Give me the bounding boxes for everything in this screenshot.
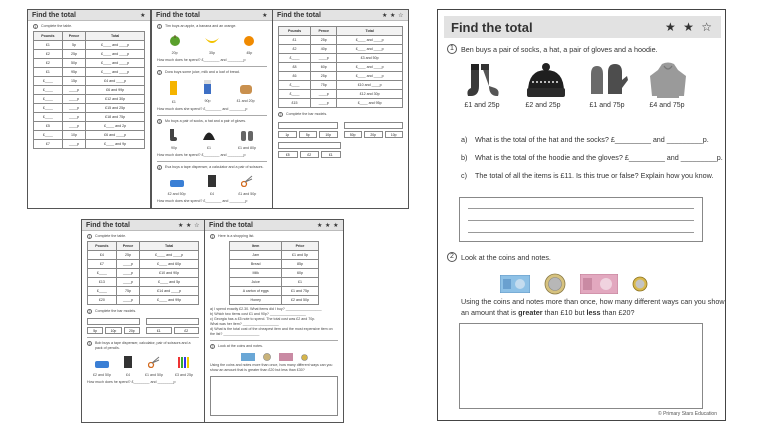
table-cell: 25p (311, 72, 337, 81)
table-cell: £____ (34, 95, 63, 104)
item-hat (524, 62, 562, 109)
table-row (279, 72, 403, 81)
sheet-header (205, 220, 343, 231)
bar-model-part: £2 (300, 151, 320, 158)
question-2: 2 Look at the coins and notes. (211, 344, 263, 349)
table-cell: A carton of eggs (230, 287, 282, 296)
table-cell: ____p (62, 86, 85, 95)
table-cell: £____ (88, 287, 117, 296)
difficulty-stars: ★ ★ ☆ (665, 20, 714, 34)
table-cell: £1 (34, 68, 63, 77)
table-cell: £15 (279, 99, 311, 108)
question-number: 2 (447, 252, 457, 262)
table-row (34, 86, 145, 95)
table-cell: £1 and 5p (282, 251, 319, 260)
table-header: Total (86, 32, 145, 41)
table-header: Pence (62, 32, 85, 41)
gloves-icon (588, 62, 628, 100)
twenty-pound-note-icon (580, 274, 618, 294)
question-2-prompt: Look at the coins and notes. (461, 253, 551, 262)
table-cell: ____p (62, 140, 85, 149)
question-2: 2 Dora buys some juice, milk and a loaf of bread. (158, 70, 240, 75)
sheet-header (273, 10, 408, 21)
bar-model-part: 20p (364, 131, 383, 138)
table-cell: 15p (62, 77, 85, 86)
table-cell: 40p (311, 45, 337, 54)
table-cell: £10 and ____p (337, 81, 403, 90)
table-cell: £1 and 75p (282, 287, 319, 296)
shopping-list-table (229, 241, 319, 305)
worksheet-preview[interactable] (437, 9, 726, 421)
bar-model-part: 50p (344, 131, 363, 138)
table-cell: £13 (88, 278, 117, 287)
difficulty-stars: ★ (140, 12, 146, 19)
table-cell: £15 and 25p (86, 104, 145, 113)
calculator-icon: £4 (207, 174, 217, 197)
table-cell: £____ and ____p (337, 72, 403, 81)
table-row (230, 269, 319, 278)
table-row (34, 50, 145, 59)
sheet-title: Find the total (277, 11, 321, 19)
sheet-title: Find the total (86, 221, 130, 229)
table-row (279, 90, 403, 99)
item-socks (463, 62, 501, 109)
difficulty-stars: ★ (262, 12, 268, 19)
table-cell: £6 and ____p (86, 131, 145, 140)
question-2: 2 Complete the bar models. (279, 112, 328, 117)
bar-model-part: 10p (105, 327, 121, 334)
bar-model-part: 1p (278, 131, 297, 138)
sheet-title: Find the total (209, 221, 253, 229)
table-row (279, 81, 403, 90)
table-cell: ____p (62, 95, 85, 104)
milk-icon: 90p (203, 80, 212, 104)
table-cell: £1 (279, 36, 311, 45)
scissors-icon: £1 and 50p (145, 355, 163, 378)
hat-icon (524, 62, 568, 100)
bar-model-part: 10p (319, 131, 338, 138)
table-cell: £1 (34, 41, 63, 50)
bar-model-part: £1 (321, 151, 341, 158)
table-cell: ____p (311, 54, 337, 63)
table-header: Pounds (279, 27, 311, 36)
table-header: Pence (311, 27, 337, 36)
two-pound-coin-icon (263, 353, 271, 361)
table-cell: 85p (282, 260, 319, 269)
table-cell: £12 and 30p (86, 95, 145, 104)
table-cell: £____ and 2p (86, 122, 145, 131)
tape-dispenser-icon: £2 and 50p (93, 355, 111, 378)
amount-table (87, 241, 199, 305)
question-1: 1 Here is a shopping list. (211, 234, 255, 239)
table-cell: £____ (279, 81, 311, 90)
question-number: 1 (447, 44, 457, 54)
table-row (279, 36, 403, 45)
table-cell: 5p (62, 41, 85, 50)
table-row (88, 269, 199, 278)
table-cell: 25p (62, 50, 85, 59)
table-row (34, 68, 145, 77)
bar-model-part: 5p (87, 327, 103, 334)
table-cell: £____ and 99p (140, 296, 199, 305)
table-cell: ____p (62, 104, 85, 113)
table-cell: 60p (282, 269, 319, 278)
ten-pound-note-icon (500, 275, 530, 293)
table-header: Total (140, 242, 199, 251)
table-cell: £2 (34, 59, 63, 68)
table-cell: £6 and 99p (86, 86, 145, 95)
question-2: 2 Complete the bar models. (88, 309, 137, 314)
question-1a-label: a) (461, 135, 468, 144)
question-1: 1 Complete the table. (88, 234, 127, 239)
question-2-text-line2: an amount that is greater than £10 but less than £20? (461, 308, 635, 317)
worksheet-thumbnail-1[interactable] (27, 9, 151, 209)
table-cell: Bread (230, 260, 282, 269)
tape-dispenser-icon: £2 and 50p (168, 174, 186, 197)
table-row (34, 113, 145, 122)
bar-model-part: 20p (124, 327, 140, 334)
coins-and-notes (500, 273, 648, 295)
table-row (88, 278, 199, 287)
table-cell: £7 (88, 260, 117, 269)
table-cell: ____p (311, 90, 337, 99)
table-header: Pounds (88, 242, 117, 251)
table-cell: £5 (34, 122, 63, 131)
table-cell: £____ (34, 77, 63, 86)
table-cell: £____ and ____p (140, 251, 199, 260)
table-header: Pounds (34, 32, 63, 41)
socks-icon (465, 62, 499, 100)
table-cell: £____ and 95p (337, 99, 403, 108)
bar-model-part: £5 (278, 151, 298, 158)
question-1c-label: c) (461, 171, 467, 180)
question-1a-text: What is the total of the hat and the socks? £_________ and _________p. (475, 135, 709, 144)
item-price: £1 and 25p (464, 102, 500, 109)
table-row (230, 296, 319, 305)
table-cell: 75p (116, 287, 139, 296)
amount-table (278, 26, 403, 108)
sheet-header (152, 10, 272, 21)
item-price: £1 and 75p (589, 102, 625, 109)
table-cell: £____ and ____p (337, 36, 403, 45)
table-row (230, 260, 319, 269)
table-cell: £12 and 30p (337, 90, 403, 99)
table-header: Pence (116, 242, 139, 251)
table-row (230, 278, 319, 287)
table-row (34, 41, 145, 50)
question-3: 3 Bob buys a tape dispenser, calculator, pair of scissors and a pack of pencils. (88, 341, 191, 350)
table-cell: £20 (88, 296, 117, 305)
table-cell: £____ and 9p (86, 140, 145, 149)
table-cell: 25p (311, 36, 337, 45)
question-1b-label: b) (461, 153, 468, 162)
table-cell: £____ (279, 90, 311, 99)
table-row (34, 140, 145, 149)
sheet-title: Find the total (451, 19, 533, 35)
worksheet-thumbnail-3[interactable] (272, 9, 409, 209)
table-cell: £____ (34, 104, 63, 113)
question-2-text-line1: Using the coins and notes more than once, how many different ways can you show (461, 297, 725, 306)
worksheet-thumbnail-2[interactable]: Find the total ★ 1 Tim buys an apple, a banana and an orange. 20p 35p 45p How much does he spend? £________ and ________p 2 Dora buys some juice, milk and a loaf of bread. £1 90p £1 and 20p How much does she spend? £________ and ________p 3 Mo buys a pair of socks, a hat and a pair of gloves. 90p £1 £1 and 80p How much does he spend? £________ and ________p 4 Eva buys a tape dispenser, a calculator and a pair of scissors. £2 and 50p £4 £1 and 50p How much does she spend? £________ and ________p (151, 9, 273, 209)
sheet-title: Find the total (156, 11, 200, 19)
table-cell: Jam (230, 251, 282, 260)
table-cell: £____ (34, 113, 63, 122)
twenty-pound-note-icon (279, 353, 293, 361)
table-cell: £____ and ____p (337, 45, 403, 54)
table-cell: £____ (279, 54, 311, 63)
table-cell: 75p (311, 81, 337, 90)
table-cell: £2 (279, 45, 311, 54)
one-pound-coin-icon (632, 276, 648, 292)
table-cell: £7 (34, 140, 63, 149)
table-row (279, 63, 403, 72)
apple-icon: 20p (169, 33, 181, 56)
table-cell: £____ and ____p (86, 50, 145, 59)
table-row (34, 59, 145, 68)
table-cell: ____p (62, 113, 85, 122)
table-row (88, 287, 199, 296)
table-header: Item (230, 242, 282, 251)
table-cell: ____p (116, 260, 139, 269)
table-row (34, 122, 145, 131)
bread-icon: £1 and 20p (237, 81, 255, 104)
sheet-header (28, 10, 150, 21)
bar-model-part: £1 (146, 327, 172, 334)
question-1c-text: The total of all the items is £11. Is this true or false? Explain how you know. (475, 171, 714, 180)
table-row (88, 260, 199, 269)
scissors-icon: £1 and 50p (238, 174, 256, 197)
two-pound-coin-icon (544, 273, 566, 295)
table-header: Price (282, 242, 319, 251)
table-cell: ____p (116, 278, 139, 287)
question-4: 4 Eva buys a tape dispenser, a calculator and a pair of scissors. (158, 165, 264, 170)
table-cell: £8 (279, 63, 311, 72)
table-cell: £____ (88, 269, 117, 278)
difficulty-stars: ★ ★ ☆ (178, 222, 200, 229)
one-pound-coin-icon (301, 354, 308, 361)
difficulty-stars: ★ ★ ☆ (382, 12, 404, 19)
table-row (34, 104, 145, 113)
worksheet-thumbnail-4[interactable]: Find the total ★ ★ ☆ 1 Complete the table. Pounds Pence Total £4 25p £____ and ____p £7 ____p £____ and 60p £____ ____p £10 and 90p £13 ____p £____ and 5p £____ 75p £14 and ____p £20 ____p £____ and 99p 2 Complete the bar models. 5p 10p 20p £1 £2 3 Bob buys a tape dispenser, calculator, pair of scissors and a pack of pencils. £2 and 50p £4 £1 and 50p £3 and 25p How much does he spend? £________ and ________p (81, 219, 205, 423)
table-cell: 60p (311, 63, 337, 72)
bar-model-part: 10p (385, 131, 404, 138)
table-cell: £____ and ____p (337, 63, 403, 72)
table-cell: 10p (62, 131, 85, 140)
table-cell: £4 (88, 251, 117, 260)
table-cell: Honey (230, 296, 282, 305)
juice-icon: £1 (169, 79, 178, 105)
table-cell: £____ (34, 86, 63, 95)
table-row (230, 251, 319, 260)
worksheet-thumbnail-5[interactable]: Find the total ★ ★ ★ 1 Here is a shopping list. Item Price Jam £1 and 5p Bread 85p Milk 60p Juice £1 A carton of eggs £1 and 75p Honey £2 and 50p a) I spend exactly £2.30. What items did I buy? __________________ b) Which two items cost £1 and 90p? __________________ c) Georgia has a £5 note to spend. The total cost was £2 and 70p. What was her item? __________________ d) What is the total cost of the cheapest item and the most expensive item on the list? __________________ 2 Look at the coins and notes. Using the coins and notes more than once, how many different ways can you show an amount that is greater than £20 but less than £30? (204, 219, 344, 423)
table-cell: ____p (116, 296, 139, 305)
sheet-header (82, 220, 204, 231)
table-cell: 95p (62, 68, 85, 77)
bar-model-part: 5p (299, 131, 318, 138)
pencils-icon: £3 and 25p (175, 355, 193, 378)
table-row (34, 77, 145, 86)
table-cell: Milk (230, 269, 282, 278)
bar-model-part: £2 (174, 327, 200, 334)
table-cell: £____ and 60p (140, 260, 199, 269)
item-hoodie (648, 62, 686, 109)
amount-table (33, 31, 145, 149)
table-row (34, 131, 145, 140)
question-1-prompt: Ben buys a pair of socks, a hat, a pair of gloves and a hoodie. (461, 45, 658, 54)
brand-footer: © Primary Stars Education (658, 411, 717, 417)
table-header: Total (337, 27, 403, 36)
question-1: 1 Tim buys an apple, a banana and an orange. (158, 24, 237, 29)
explain-answer-box[interactable] (459, 197, 703, 242)
hat-icon: £1 (202, 128, 216, 151)
hoodie-icon (648, 62, 688, 100)
table-row (88, 296, 199, 305)
working-answer-box[interactable] (459, 323, 703, 409)
table-row (279, 99, 403, 108)
table-cell: 50p (62, 59, 85, 68)
item-price: £4 and 75p (649, 102, 685, 109)
table-cell: Juice (230, 278, 282, 287)
difficulty-stars: ★ ★ ★ (317, 222, 339, 229)
socks-icon: 90p (168, 128, 180, 151)
table-cell: £1 (282, 278, 319, 287)
table-cell: £3 and 50p (337, 54, 403, 63)
banana-icon: 35p (204, 33, 220, 56)
table-cell: £____ (34, 131, 63, 140)
table-cell: £____ and 5p (140, 278, 199, 287)
table-row (279, 54, 403, 63)
sheet-header (444, 16, 721, 38)
orange-icon: 45p (243, 33, 255, 56)
gloves-icon: £1 and 80p (238, 128, 256, 151)
table-cell: £4 and ____p (86, 77, 145, 86)
table-cell: ____p (116, 269, 139, 278)
table-cell: £14 and ____p (140, 287, 199, 296)
table-cell: £____ and ____p (86, 41, 145, 50)
item-price: £2 and 25p (525, 102, 561, 109)
table-cell: £2 (34, 50, 63, 59)
table-row (279, 45, 403, 54)
ten-pound-note-icon (241, 353, 255, 361)
item-gloves (588, 62, 626, 109)
table-cell: £6 (279, 72, 311, 81)
table-row (230, 287, 319, 296)
sheet-title: Find the total (32, 11, 76, 19)
table-cell: £18 and 75p (86, 113, 145, 122)
question-1b-text: What is the total of the hoodie and the gloves? £_________ and _________p. (475, 153, 723, 162)
table-cell: £____ and ____p (86, 59, 145, 68)
table-row (88, 251, 199, 260)
table-row (34, 95, 145, 104)
table-cell: £2 and 50p (282, 296, 319, 305)
table-cell: £10 and 90p (140, 269, 199, 278)
table-cell: ____p (311, 99, 337, 108)
calculator-icon: £4 (123, 355, 133, 378)
table-cell: ____p (62, 122, 85, 131)
answer-box[interactable] (210, 376, 338, 416)
question-3: 3 Mo buys a pair of socks, a hat and a pair of gloves. (158, 119, 247, 124)
question-1: 1 Complete the table. (34, 24, 73, 29)
table-cell: 25p (116, 251, 139, 260)
table-cell: £____ and ____p (86, 68, 145, 77)
